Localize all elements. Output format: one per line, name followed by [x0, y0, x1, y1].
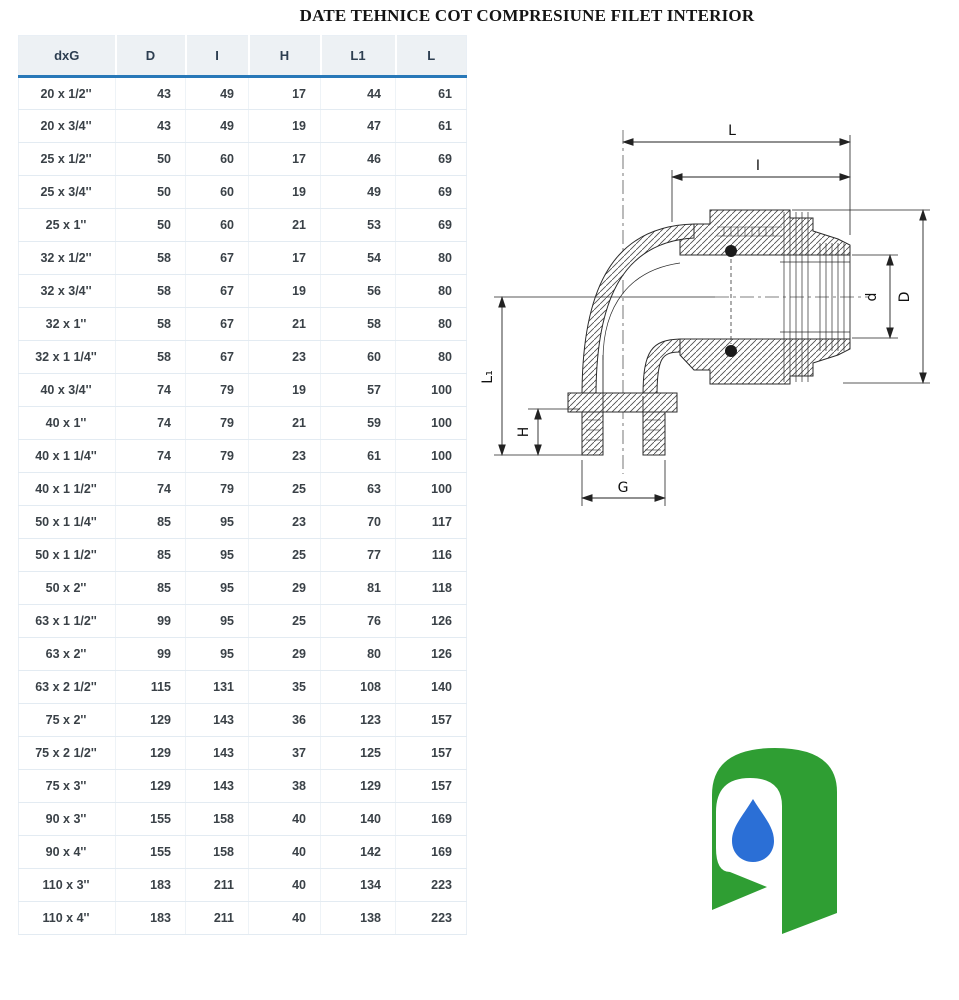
- cell-value: 63: [321, 473, 396, 506]
- cell-value: 100: [396, 407, 467, 440]
- cell-size: 50 x 1 1/4'': [19, 506, 116, 539]
- cell-value: 49: [321, 176, 396, 209]
- cell-value: 29: [249, 638, 321, 671]
- table-row: [19, 638, 467, 671]
- cell-value: 57: [321, 374, 396, 407]
- outlet-wall-left: [582, 412, 603, 455]
- table-row: [19, 572, 467, 605]
- cell-value: 95: [186, 605, 249, 638]
- cell-value: 100: [396, 440, 467, 473]
- cell-value: 50: [116, 143, 186, 176]
- cell-value: 80: [396, 242, 467, 275]
- table-row: [19, 770, 467, 803]
- table-row: [19, 902, 467, 935]
- cell-value: 17: [249, 242, 321, 275]
- cell-size: 25 x 1'': [19, 209, 116, 242]
- cell-value: 169: [396, 803, 467, 836]
- cell-value: 100: [396, 473, 467, 506]
- cell-value: 158: [186, 803, 249, 836]
- dim-label-G: G: [617, 480, 629, 496]
- cell-value: 40: [249, 869, 321, 902]
- dim-label-L1: L₁: [480, 370, 496, 384]
- cell-value: 19: [249, 176, 321, 209]
- cell-size: 75 x 2'': [19, 704, 116, 737]
- technical-drawing: [480, 100, 959, 520]
- cell-value: 79: [186, 407, 249, 440]
- cell-value: 131: [186, 671, 249, 704]
- table-row: [19, 803, 467, 836]
- cell-size: 75 x 2 1/2'': [19, 737, 116, 770]
- cell-value: 38: [249, 770, 321, 803]
- cell-value: 100: [396, 374, 467, 407]
- cell-value: 123: [321, 704, 396, 737]
- cell-size: 110 x 4'': [19, 902, 116, 935]
- cell-value: 74: [116, 374, 186, 407]
- cell-value: 25: [249, 473, 321, 506]
- cell-value: 118: [396, 572, 467, 605]
- cell-value: 129: [116, 737, 186, 770]
- cell-value: 36: [249, 704, 321, 737]
- cell-value: 129: [116, 770, 186, 803]
- body-bottom-wall: [680, 339, 850, 384]
- cell-value: 115: [116, 671, 186, 704]
- table-row: [19, 671, 467, 704]
- cell-value: 60: [186, 176, 249, 209]
- cell-value: 23: [249, 506, 321, 539]
- cell-value: 49: [186, 110, 249, 143]
- cell-value: 47: [321, 110, 396, 143]
- cell-value: 19: [249, 110, 321, 143]
- column-header-dxg: dxG: [19, 36, 116, 77]
- cell-value: 21: [249, 407, 321, 440]
- cell-value: 95: [186, 506, 249, 539]
- cell-size: 25 x 1/2'': [19, 143, 116, 176]
- cell-value: 40: [249, 803, 321, 836]
- cell-value: 74: [116, 407, 186, 440]
- cell-value: 183: [116, 902, 186, 935]
- cell-value: 46: [321, 143, 396, 176]
- outlet-wall-right: [643, 412, 665, 455]
- cell-value: 117: [396, 506, 467, 539]
- cell-value: 116: [396, 539, 467, 572]
- dimension-labels: [480, 123, 913, 496]
- table-row: [19, 308, 467, 341]
- cell-value: 35: [249, 671, 321, 704]
- cell-value: 95: [186, 572, 249, 605]
- cell-value: 40: [249, 902, 321, 935]
- cell-value: 223: [396, 902, 467, 935]
- cell-size: 32 x 1/2'': [19, 242, 116, 275]
- table-row: [19, 539, 467, 572]
- cell-value: 77: [321, 539, 396, 572]
- cell-value: 58: [321, 308, 396, 341]
- cell-value: 59: [321, 407, 396, 440]
- cell-value: 29: [249, 572, 321, 605]
- table-row: [19, 605, 467, 638]
- table-row: [19, 869, 467, 902]
- cell-value: 142: [321, 836, 396, 869]
- table-row: [19, 506, 467, 539]
- elbow-inner-wall: [643, 339, 680, 396]
- cell-value: 43: [116, 77, 186, 110]
- cell-value: 95: [186, 539, 249, 572]
- cell-value: 58: [116, 308, 186, 341]
- cell-value: 67: [186, 308, 249, 341]
- table-row: [19, 77, 467, 110]
- cell-value: 85: [116, 506, 186, 539]
- cell-value: 99: [116, 638, 186, 671]
- table-row: [19, 440, 467, 473]
- logo-arch-shape: [712, 748, 837, 934]
- cell-value: 53: [321, 209, 396, 242]
- table-row: [19, 836, 467, 869]
- table-row: [19, 209, 467, 242]
- cell-size: 50 x 2'': [19, 572, 116, 605]
- body-top-wall: [680, 210, 850, 255]
- cell-value: 60: [321, 341, 396, 374]
- spec-table-body: [19, 77, 467, 935]
- cell-value: 37: [249, 737, 321, 770]
- outlet-flange: [568, 393, 677, 412]
- table-row: [19, 407, 467, 440]
- spec-table-head: [19, 36, 467, 77]
- column-header-h: H: [249, 36, 321, 77]
- cell-size: 40 x 1 1/2'': [19, 473, 116, 506]
- cell-value: 70: [321, 506, 396, 539]
- cell-value: 158: [186, 836, 249, 869]
- cell-size: 25 x 3/4'': [19, 176, 116, 209]
- table-row: [19, 737, 467, 770]
- cell-value: 211: [186, 902, 249, 935]
- cell-value: 99: [116, 605, 186, 638]
- cell-value: 95: [186, 638, 249, 671]
- cell-value: 67: [186, 341, 249, 374]
- table-row: [19, 704, 467, 737]
- cell-value: 85: [116, 572, 186, 605]
- cell-value: 80: [396, 275, 467, 308]
- cell-value: 19: [249, 374, 321, 407]
- cell-value: 67: [186, 275, 249, 308]
- cell-value: 155: [116, 803, 186, 836]
- cell-size: 40 x 1 1/4'': [19, 440, 116, 473]
- cell-value: 50: [116, 209, 186, 242]
- cell-value: 81: [321, 572, 396, 605]
- cell-value: 74: [116, 473, 186, 506]
- dim-label-I: I: [755, 158, 761, 174]
- column-header-l1: L1: [321, 36, 396, 77]
- cell-size: 63 x 2'': [19, 638, 116, 671]
- cell-value: 50: [116, 176, 186, 209]
- table-row: [19, 242, 467, 275]
- cell-value: 19: [249, 275, 321, 308]
- cell-value: 138: [321, 902, 396, 935]
- cell-value: 69: [396, 176, 467, 209]
- brand-logo: [695, 740, 855, 940]
- cell-value: 69: [396, 209, 467, 242]
- dimensions: [494, 135, 930, 506]
- dim-label-D: D: [897, 291, 913, 303]
- cell-value: 79: [186, 440, 249, 473]
- cell-size: 50 x 1 1/2'': [19, 539, 116, 572]
- cell-value: 143: [186, 737, 249, 770]
- cell-size: 32 x 3/4'': [19, 275, 116, 308]
- cell-value: 49: [186, 77, 249, 110]
- column-header-d: D: [116, 36, 186, 77]
- water-drop-icon: [732, 799, 774, 862]
- cell-size: 32 x 1 1/4'': [19, 341, 116, 374]
- cell-value: 155: [116, 836, 186, 869]
- page-title: DATE TEHNICE COT COMPRESIUNE FILET INTERIOR: [299, 6, 755, 25]
- cell-value: 143: [186, 770, 249, 803]
- cell-value: 43: [116, 110, 186, 143]
- table-row: [19, 341, 467, 374]
- cell-size: 90 x 3'': [19, 803, 116, 836]
- cell-value: 80: [396, 308, 467, 341]
- cell-value: 67: [186, 242, 249, 275]
- table-row: [19, 374, 467, 407]
- cell-value: 183: [116, 869, 186, 902]
- cell-size: 75 x 3'': [19, 770, 116, 803]
- cell-value: 17: [249, 143, 321, 176]
- cell-size: 90 x 4'': [19, 836, 116, 869]
- cell-value: 108: [321, 671, 396, 704]
- cell-value: 79: [186, 374, 249, 407]
- cell-value: 61: [396, 77, 467, 110]
- cell-value: 140: [321, 803, 396, 836]
- cell-size: 63 x 2 1/2'': [19, 671, 116, 704]
- cell-value: 23: [249, 440, 321, 473]
- cell-value: 58: [116, 275, 186, 308]
- cell-value: 157: [396, 770, 467, 803]
- cell-value: 143: [186, 704, 249, 737]
- cell-size: 20 x 3/4'': [19, 110, 116, 143]
- cell-value: 60: [186, 143, 249, 176]
- cell-value: 79: [186, 473, 249, 506]
- table-row: [19, 110, 467, 143]
- cell-value: 80: [396, 341, 467, 374]
- cell-value: 21: [249, 209, 321, 242]
- dim-label-d: d: [864, 292, 880, 302]
- column-header-l: L: [396, 36, 467, 77]
- elbow-outer-wall: [582, 224, 694, 396]
- cell-size: 40 x 3/4'': [19, 374, 116, 407]
- cell-value: 23: [249, 341, 321, 374]
- cell-value: 211: [186, 869, 249, 902]
- cell-value: 157: [396, 737, 467, 770]
- cell-value: 44: [321, 77, 396, 110]
- cell-value: 140: [396, 671, 467, 704]
- cell-value: 129: [116, 704, 186, 737]
- cell-size: 20 x 1/2'': [19, 77, 116, 110]
- cell-value: 25: [249, 605, 321, 638]
- cell-value: 21: [249, 308, 321, 341]
- cell-size: 110 x 3'': [19, 869, 116, 902]
- cell-value: 129: [321, 770, 396, 803]
- column-header-i: I: [186, 36, 249, 77]
- table-row: [19, 176, 467, 209]
- cell-value: 61: [321, 440, 396, 473]
- cell-value: 17: [249, 77, 321, 110]
- cell-value: 40: [249, 836, 321, 869]
- table-row: [19, 473, 467, 506]
- cell-value: 76: [321, 605, 396, 638]
- cell-value: 58: [116, 341, 186, 374]
- cell-size: 32 x 1'': [19, 308, 116, 341]
- cell-value: 80: [321, 638, 396, 671]
- cell-value: 74: [116, 440, 186, 473]
- cell-value: 125: [321, 737, 396, 770]
- cell-value: 157: [396, 704, 467, 737]
- cell-value: 56: [321, 275, 396, 308]
- cell-value: 58: [116, 242, 186, 275]
- cell-value: 61: [396, 110, 467, 143]
- table-row: [19, 143, 467, 176]
- cell-value: 134: [321, 869, 396, 902]
- spec-table-head-row: [19, 36, 467, 77]
- cell-size: 40 x 1'': [19, 407, 116, 440]
- cell-value: 223: [396, 869, 467, 902]
- spec-table: [18, 35, 467, 935]
- cell-value: 60: [186, 209, 249, 242]
- dim-label-H: H: [516, 426, 532, 438]
- dim-label-L: L: [728, 123, 736, 139]
- cell-value: 126: [396, 638, 467, 671]
- cell-value: 69: [396, 143, 467, 176]
- cell-size: 63 x 1 1/2'': [19, 605, 116, 638]
- cell-value: 169: [396, 836, 467, 869]
- cell-value: 126: [396, 605, 467, 638]
- table-row: [19, 275, 467, 308]
- cell-value: 25: [249, 539, 321, 572]
- cell-value: 54: [321, 242, 396, 275]
- cell-value: 85: [116, 539, 186, 572]
